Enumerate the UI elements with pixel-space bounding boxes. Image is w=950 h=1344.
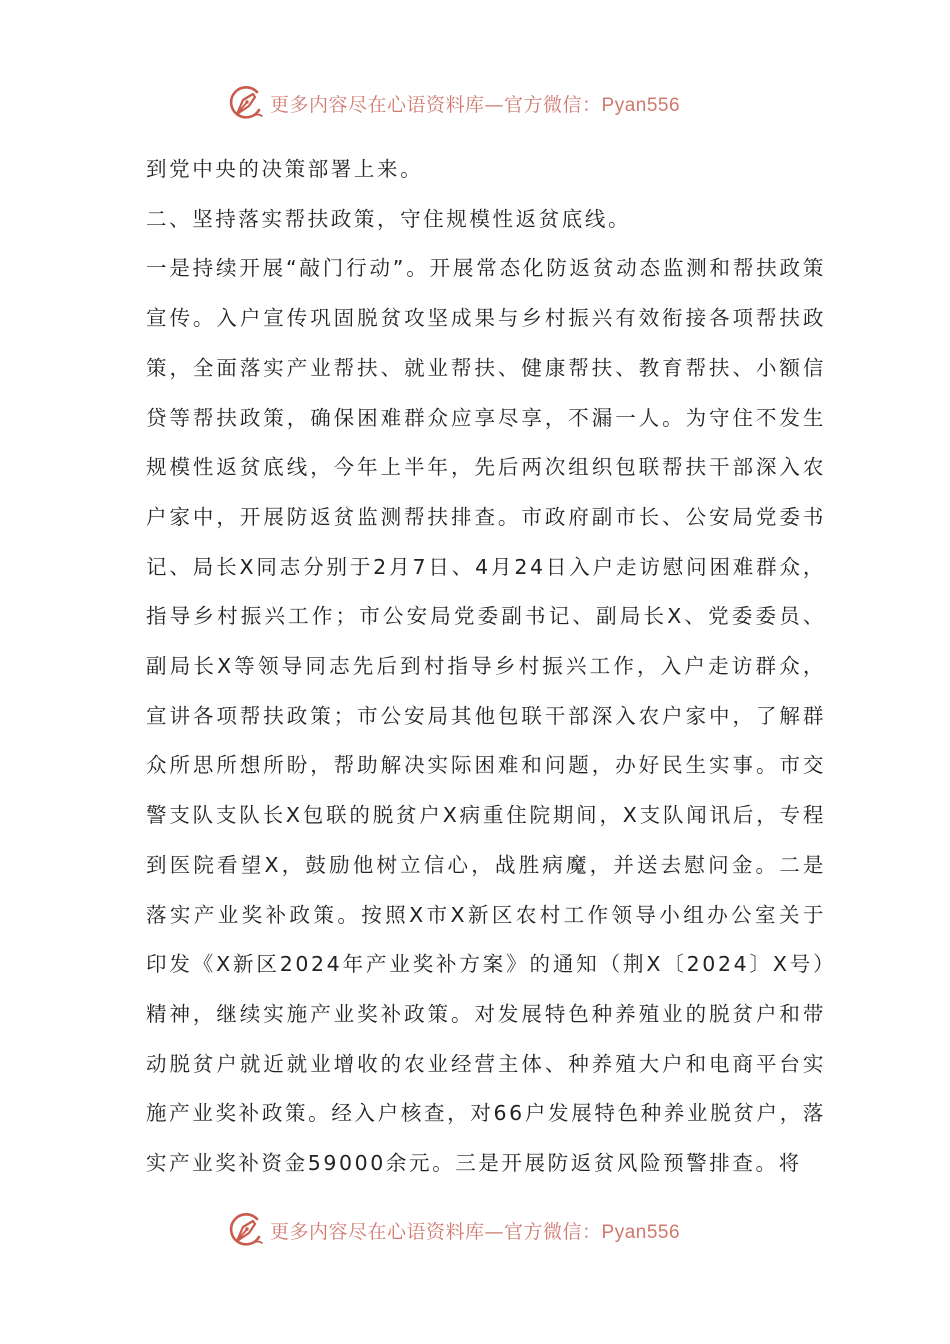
- watermark-wechat-id: Pyan556: [601, 94, 681, 116]
- watermark-text: 更多内容尽在心语资料库—官方微信：Pyan556: [270, 93, 681, 116]
- pen-nib-circle-icon: [226, 1210, 266, 1250]
- watermark-banner-top: [226, 81, 680, 125]
- paragraph-body: 一是持续开展“敲门行动”。开展常态化防返贫动态监测和帮扶政策宣传。入户宣传巩固脱贫攻坚成果与乡村振兴有效衔接各项帮扶政策，全面落实产业帮扶、就业帮扶、健康帮扶、教育帮扶、小额信贷等帮扶政策，确保困难群众应享尽享，不漏一人。为守住不发生规模性返贫底线，今年上半年，先后两次组织包联帮扶干部深入农户家中，开展防返贫监测帮扶排查。市政府副市长、公安局党委书记、局长X同志分别于2月7日、4月24日入户走访慰问困难群众，指导乡村振兴工作；市公安局党委副书记、副局长X、党委委员、副局长X等领导同志先后到村指导乡村振兴工作，入户走访群众，宣讲各项帮扶政策；市公安局其他包联干部深入农户家中，了解群众所思所想所盼，帮助解决实际困难和问题，办好民生实事。市交警支队支队长X包联的脱贫户X病重住院期间，X支队闻讯后，专程到医院看望X，鼓励他树立信心，战胜病魔，并送去慰问金。二是落实产业奖补政策。按照X市X新区农村工作领导小组办公室关于印发《X新区2024年产业奖补方案》的通知（荆X〔2024〕X号）精神，继续实施产业奖补政策。对发展特色种养殖业的脱贫户和带动脱贫户就近就业增收的农业经营主体、种养殖大户和电商平台实施产业奖补政策。经入户核查，对66户发展特色种养业脱贫户，落实产业奖补资金59000余元。三是开展防返贫风险预警排查。将: [146, 256, 826, 1176]
- section-heading: 二、坚持落实帮扶政策，守住规模性返贫底线。: [146, 206, 632, 231]
- pen-nib-circle-icon: [226, 83, 266, 123]
- paragraph-closing-line: 到党中央的决策部署上来。: [146, 157, 424, 181]
- watermark-banner-bottom: [226, 1208, 680, 1252]
- document-body: [146, 145, 826, 1189]
- watermark-text: 更多内容尽在心语资料库—官方微信：Pyan556: [270, 1220, 681, 1243]
- watermark-wechat-id: Pyan556: [601, 1221, 681, 1243]
